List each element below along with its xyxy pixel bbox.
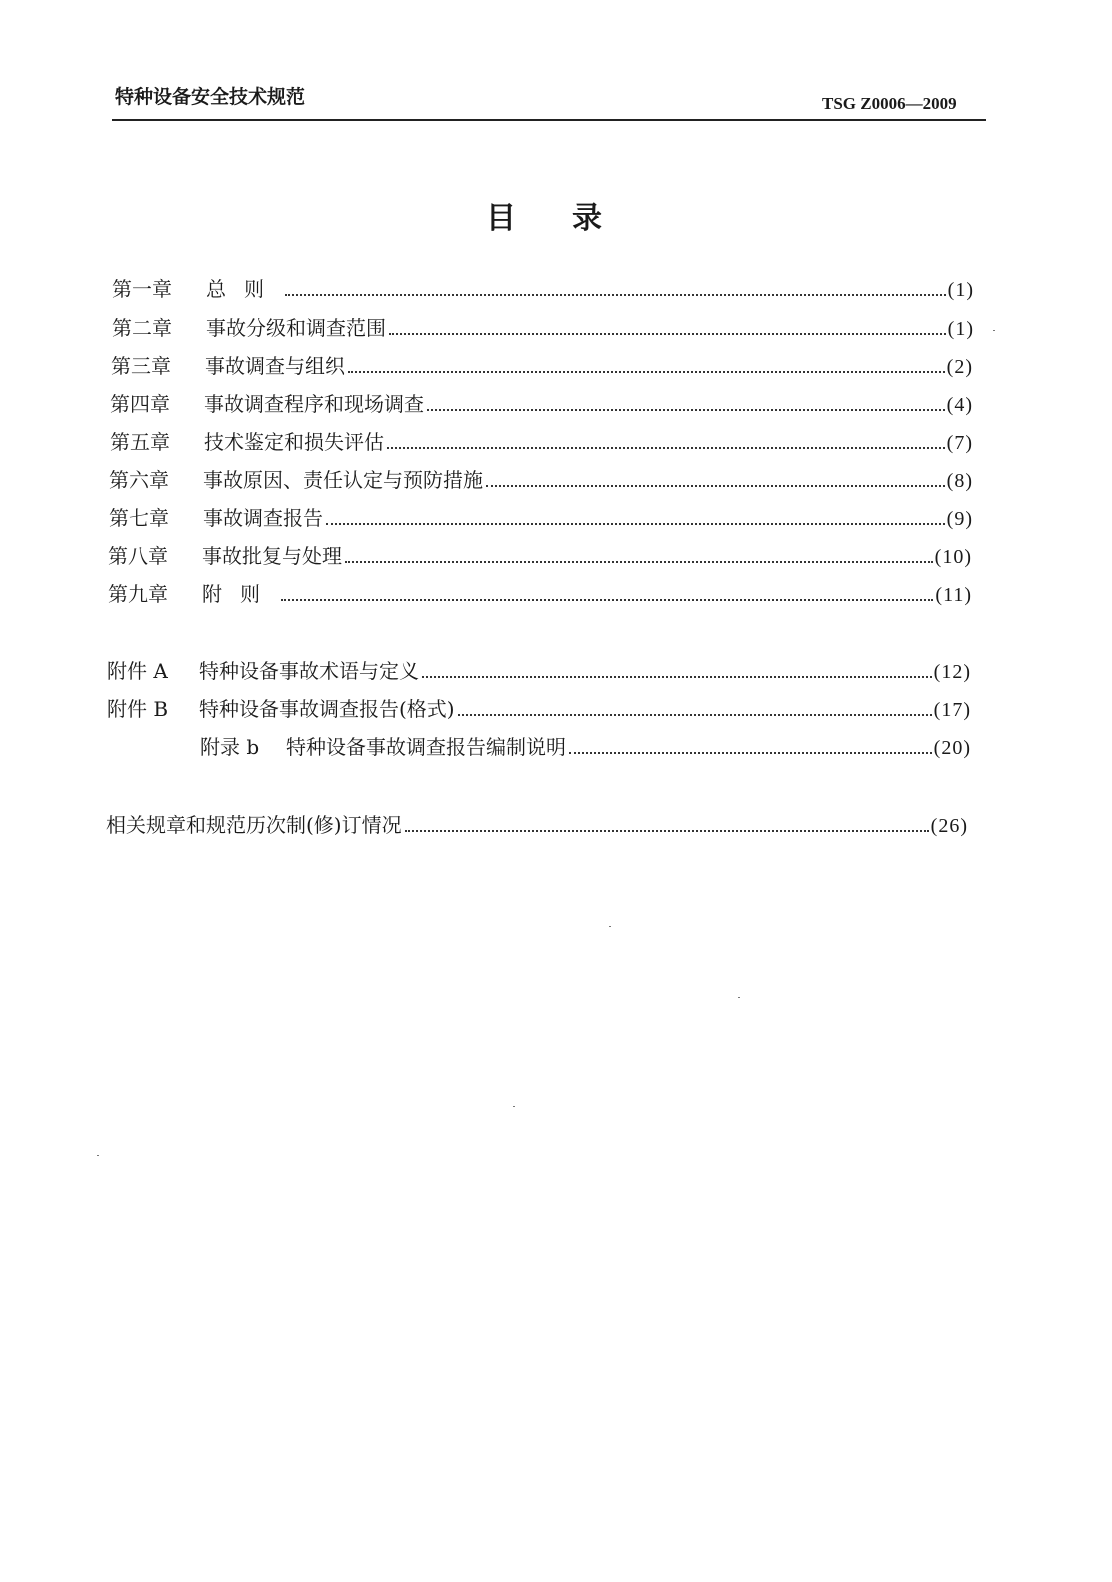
toc-entry-page: (1) xyxy=(947,279,974,301)
toc-entry-page: (4) xyxy=(946,394,973,416)
toc-entry-title: 事故分级和调查范围 xyxy=(206,316,386,340)
toc-entry-page: (12) xyxy=(933,661,971,683)
toc-entry-label: 附件 A xyxy=(107,659,168,683)
toc-entry-title: 相关规章和规范历次制(修)订情况 xyxy=(106,813,402,837)
toc-entry-label: 第一章 xyxy=(112,277,172,301)
toc-entry xyxy=(108,541,972,569)
header-rule xyxy=(112,119,986,121)
dot-leader xyxy=(345,561,933,563)
toc-entry-label: 第七章 xyxy=(109,506,169,530)
toc-entry-page: (20) xyxy=(933,737,971,759)
toc-entry-page: (2) xyxy=(946,356,973,378)
dot-leader xyxy=(486,485,945,487)
toc-appendix-entry xyxy=(107,656,971,684)
toc-entry-title: 事故原因、责任认定与预防措施 xyxy=(203,468,483,492)
toc-entry-page: (10) xyxy=(934,546,972,568)
toc-entry-title: 事故调查程序和现场调查 xyxy=(204,392,424,416)
toc-entry-page: (7) xyxy=(946,432,973,454)
toc-entry-label: 第四章 xyxy=(110,392,170,416)
toc-entry-label: 第九章 xyxy=(108,582,168,606)
toc-entry-page: (11) xyxy=(935,584,972,606)
toc-entry-page: (1) xyxy=(947,318,974,340)
toc-entry-label: 第五章 xyxy=(110,430,170,454)
dot-leader xyxy=(458,714,932,716)
toc-entry xyxy=(112,313,974,341)
dot-leader xyxy=(422,676,932,678)
toc-entry-label: 第三章 xyxy=(111,354,171,378)
dot-leader xyxy=(348,371,945,373)
dot-leader xyxy=(281,599,933,601)
scan-speck xyxy=(97,1155,99,1156)
toc-entry-title: 总则 xyxy=(206,277,282,301)
dot-leader xyxy=(285,294,946,296)
toc-entry-page: (9) xyxy=(946,508,973,530)
toc-entry-page: (17) xyxy=(933,699,971,721)
toc-related-entry xyxy=(106,810,968,838)
toc-entry-title: 事故调查与组织 xyxy=(205,354,345,378)
scan-speck xyxy=(738,997,740,998)
toc-entry-label: 第二章 xyxy=(112,316,172,340)
toc-entry xyxy=(108,579,972,607)
toc-entry xyxy=(112,274,974,302)
toc-entry-page: (8) xyxy=(946,470,973,492)
toc-entry-title: 附则 xyxy=(202,582,278,606)
toc-entry xyxy=(110,427,973,455)
toc-entry-label: 第八章 xyxy=(108,544,168,568)
scan-speck xyxy=(513,1106,515,1107)
toc-entry xyxy=(109,465,973,493)
dot-leader xyxy=(326,523,945,525)
dot-leader xyxy=(427,409,945,411)
toc-entry-title: 特种设备事故术语与定义 xyxy=(199,659,419,683)
page-title: 目录 xyxy=(486,201,658,236)
dot-leader xyxy=(405,830,929,832)
document-code: TSG Z0006—2009 xyxy=(822,94,957,113)
toc-entry-title: 特种设备事故调查报告(格式) xyxy=(199,697,455,721)
toc-appendix-entry xyxy=(107,694,971,722)
toc-entry-page: (26) xyxy=(930,815,968,837)
toc-appendix-subentry xyxy=(200,732,971,760)
dot-leader xyxy=(569,752,932,754)
toc-entry-label: 第六章 xyxy=(109,468,169,492)
toc-entry xyxy=(111,351,973,379)
running-header-title: 特种设备安全技术规范 xyxy=(115,86,306,108)
dot-leader xyxy=(389,333,946,335)
toc-entry-label: 附录 b xyxy=(200,735,260,759)
toc-entry-title: 技术鉴定和损失评估 xyxy=(204,430,384,454)
scan-speck xyxy=(609,926,611,927)
toc-entry-label: 附件 B xyxy=(107,697,169,721)
toc-entry xyxy=(110,389,973,417)
scan-speck xyxy=(993,330,995,331)
dot-leader xyxy=(387,447,945,449)
toc-entry-title: 事故批复与处理 xyxy=(202,544,342,568)
toc-entry xyxy=(109,503,973,531)
toc-entry-title: 事故调查报告 xyxy=(203,506,323,530)
toc-entry-title: 特种设备事故调查报告编制说明 xyxy=(286,735,566,759)
